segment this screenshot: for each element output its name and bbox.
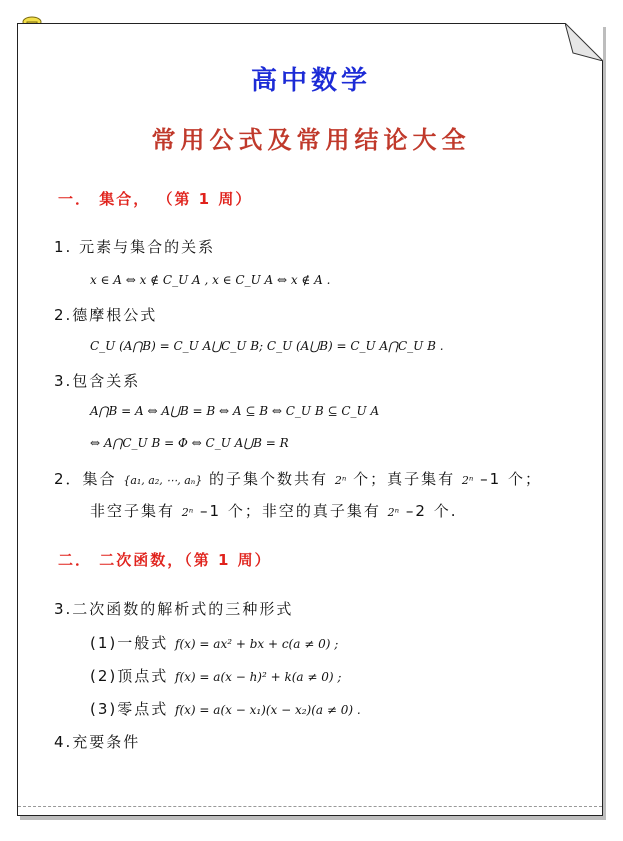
document-page [17, 23, 603, 816]
item-vertex-form [90, 665, 341, 686]
text-fragment: 非空子集有 [90, 502, 176, 520]
text-fragment: (3)零点式 [90, 700, 169, 718]
item-subset-count [54, 468, 542, 489]
item-de-morgan: 2.德摩根公式 [54, 306, 158, 324]
text-fragment: –1 个； [480, 470, 542, 488]
formula-power: 2ⁿ [334, 474, 347, 487]
section-heading-sets: 一． 集合， （第 1 周） [58, 190, 253, 208]
page-fold-icon [565, 23, 603, 61]
text-fragment: 个；真子集有 [353, 470, 456, 488]
item-quadratic-forms: 3.二次函数的解析式的三种形式 [54, 600, 294, 618]
bottom-divider [18, 806, 602, 807]
text-fragment: 2．集合 [54, 470, 117, 488]
formula-set: {a₁, a₂, ⋯, aₙ} [123, 474, 203, 487]
formula-power: 2ⁿ [181, 506, 194, 519]
formula-element-set: x ∈ A ⇔ x ∉ C_U A , x ∈ C_U A ⇔ x ∉ A . [90, 273, 331, 287]
text-fragment: 的子集个数共有 [209, 470, 329, 488]
formula-power: 2ⁿ [387, 506, 400, 519]
item-element-set-relation: 1. 元素与集合的关系 [54, 238, 216, 256]
formula-de-morgan: C_U (A⋂B) = C_U A⋃C_U B; C_U (A⋃B) = C_U A⋂C_U B . [90, 339, 444, 353]
page-title: 高中数学 [250, 66, 371, 96]
text-fragment: (1)一般式 [90, 634, 169, 652]
item-zero-form [90, 698, 361, 719]
page-subtitle: 常用公式及常用结论大全 [151, 126, 471, 154]
item-inclusion: 3.包含关系 [54, 372, 141, 390]
formula-vertex-form: f(x) = a(x − h)² + k(a ≠ 0) ; [175, 670, 342, 684]
item-general-form [90, 632, 338, 653]
text-fragment: (2)顶点式 [90, 667, 169, 685]
formula-inclusion-1: A⋂B = A ⇔ A⋃B = B ⇔ A ⊆ B ⇔ C_U B ⊆ C_U A [90, 404, 380, 418]
section-heading-quadratic: 二． 二次函数，（第 1 周） [58, 551, 272, 569]
text-fragment: –2 个. [405, 502, 458, 520]
formula-general-form: f(x) = ax² + bx + c(a ≠ 0) ; [175, 637, 339, 651]
formula-power: 2ⁿ [461, 474, 474, 487]
formula-zero-form: f(x) = a(x − x₁)(x − x₂)(a ≠ 0) . [175, 703, 361, 717]
text-fragment: –1 个；非空的真子集有 [200, 502, 381, 520]
item-nonempty-subsets [90, 500, 457, 521]
item-necessary-sufficient: 4.充要条件 [54, 733, 141, 751]
formula-inclusion-2: ⇔ A⋂C_U B = Φ ⇔ C_U A⋃B = R [90, 436, 289, 450]
